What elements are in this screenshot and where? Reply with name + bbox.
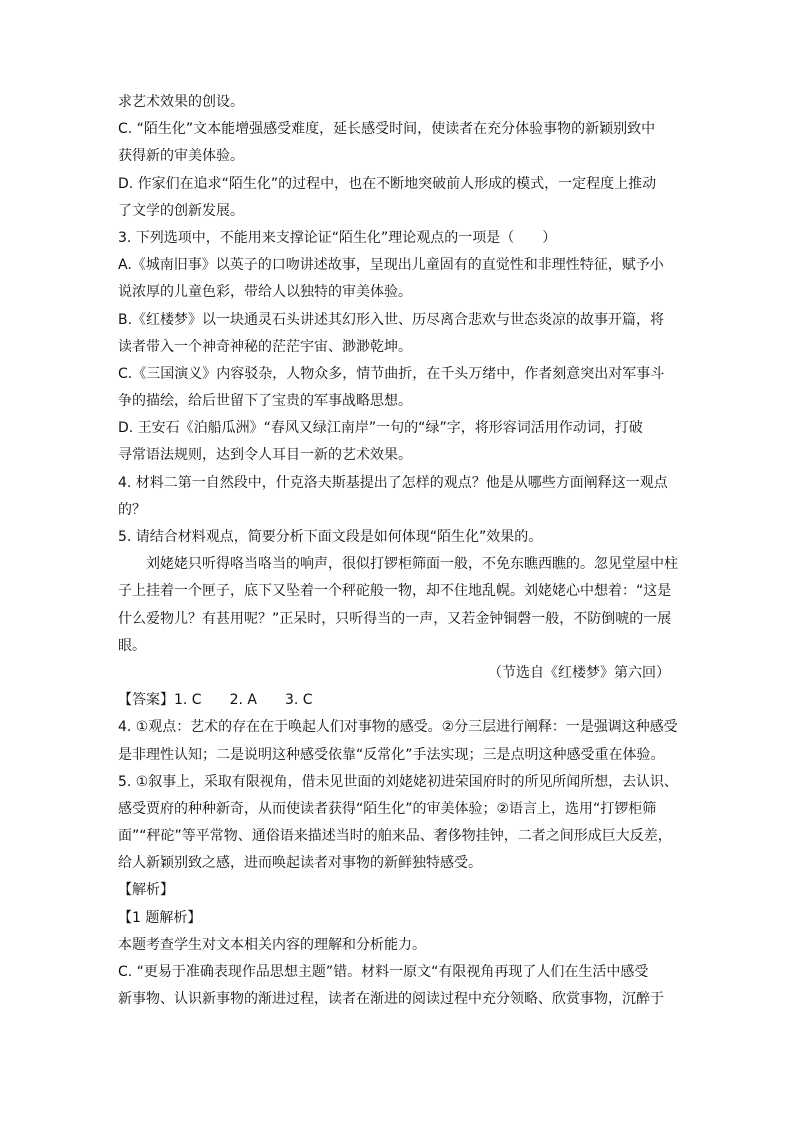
text-line-continuation: 求艺术效果的创设。 — [118, 94, 244, 110]
excerpt-line-2: 子上挂着一个匣子，底下又坠着一个秤砣般一物，却不住地乱幌。刘姥姥心中想着：“这是 — [118, 583, 672, 600]
question-4-line-1: 4. 材料二第一自然段中，什克洛夫斯基提出了怎样的观点？他是从哪些方面阐释这一观点 — [118, 474, 668, 491]
q3-option-d-line-2: 寻常语法规则，达到令人耳目一新的艺术效果。 — [118, 447, 412, 464]
option-d-line-1: D. 作家们在追求“陌生化”的过程中，也在不断地突破前人形成的模式，一定程度上推动 — [118, 175, 657, 192]
question-4-line-2: 的？ — [118, 501, 146, 518]
analysis-heading: 【解析】 — [118, 882, 174, 899]
q3-option-b-line-1: B.《红楼梦》以一块通灵石头讲述其幻形入世、历尽离合悲欢与世态炎凉的故事开篇，将 — [118, 311, 665, 328]
answer-5-line-4: 给人新颖别致之感，进而唤起读者对事物的新鲜独特感受。 — [118, 855, 482, 872]
q3-option-a-line-2: 说浓厚的儿童色彩，带给人以独特的审美体验。 — [118, 284, 412, 301]
analysis-1-line-2: 新事物、认识新事物的渐进过程，读者在渐进的阅读过程中充分领略、欣赏事物，沉醉于 — [118, 991, 664, 1008]
document-page — [118, 89, 678, 1013]
question-5: 5. 请结合材料观点，简要分析下面文段是如何体现“陌生化”效果的。 — [118, 529, 543, 545]
answer-4-line-1: 4. ①观点：艺术的存在在于唤起人们对事物的感受。②分三层进行阐释：一是强调这种感受 — [118, 719, 678, 736]
q3-option-c-line-2: 争的描绘，给后世留下了宝贵的军事战略思想。 — [118, 393, 412, 410]
q3-option-c-line-1: C.《三国演义》内容驳杂，人物众多，情节曲折，在千头万绪中，作者刻意突出对军事斗 — [118, 365, 665, 382]
option-d-line-2: 了文学的创新发展。 — [118, 202, 244, 219]
analysis-1-heading: 【1 题解析】 — [118, 909, 202, 926]
answer-5-line-3: 面”“秤砣”等平常物、通俗语来描述当时的舶来品、奢侈物挂钟，二者之间形成巨大反差， — [118, 828, 672, 845]
analysis-1-line-1: C. “更易于准确表现作品思想主题”错。材料一原文“有限视角再现了人们在生活中感受 — [118, 964, 649, 980]
excerpt-line-1: 刘姥姥只听得咯当咯当的响声，很似打锣柜筛面一般，不免东瞧西瞧的。忽见堂屋中柱 — [146, 556, 678, 573]
q3-option-b-line-2: 读者带入一个神奇神秘的茫茫宇宙、渺渺乾坤。 — [118, 338, 412, 355]
q3-option-d-line-1: D. 王安石《泊船瓜洲》“春风又绿江南岸”一句的“绿”字，将形容词活用作动词，打破 — [118, 420, 643, 437]
option-c-line-1: C. “陌生化”文本能增强感受难度，延长感受时间，使读者在充分体验事物的新颖别致中 — [118, 121, 656, 138]
answer-4-line-2: 是非理性认知；二是说明这种感受依靠“反常化”手法实现；三是点明这种感受重在体验。 — [118, 746, 665, 763]
answer-heading: 【答案】1. C 2. A 3. C — [118, 692, 313, 709]
excerpt-source: （节选自《红楼梦》第六回） — [488, 664, 670, 681]
answer-5-line-1: 5. ①叙事上，采取有限视角，借未见世面的刘姥姥初进荣国府时的所见所闻所想，去认识、 — [118, 773, 678, 790]
excerpt-line-4: 眼。 — [118, 637, 146, 654]
option-c-line-2: 获得新的审美体验。 — [118, 148, 244, 165]
answer-5-line-2: 感受贾府的种种新奇，从而使读者获得“陌生化”的审美体验；②语言上，选用“打锣柜筛 — [118, 800, 657, 817]
q3-option-a-line-1: A.《城南旧事》以英子的口吻讲述故事，呈现出儿童固有的直觉性和非理性特征，赋予小 — [118, 257, 664, 274]
excerpt-line-3: 什么爱物儿？有甚用呢？”正呆时，只听得当的一声，又若金钟铜磬一般，不防倒唬的一展 — [118, 610, 672, 627]
question-3: 3. 下列选项中，不能用来支撑论证“陌生化”理论观点的一项是（ ） — [118, 229, 557, 246]
analysis-1-intro: 本题考查学生对文本相关内容的理解和分析能力。 — [118, 936, 426, 953]
